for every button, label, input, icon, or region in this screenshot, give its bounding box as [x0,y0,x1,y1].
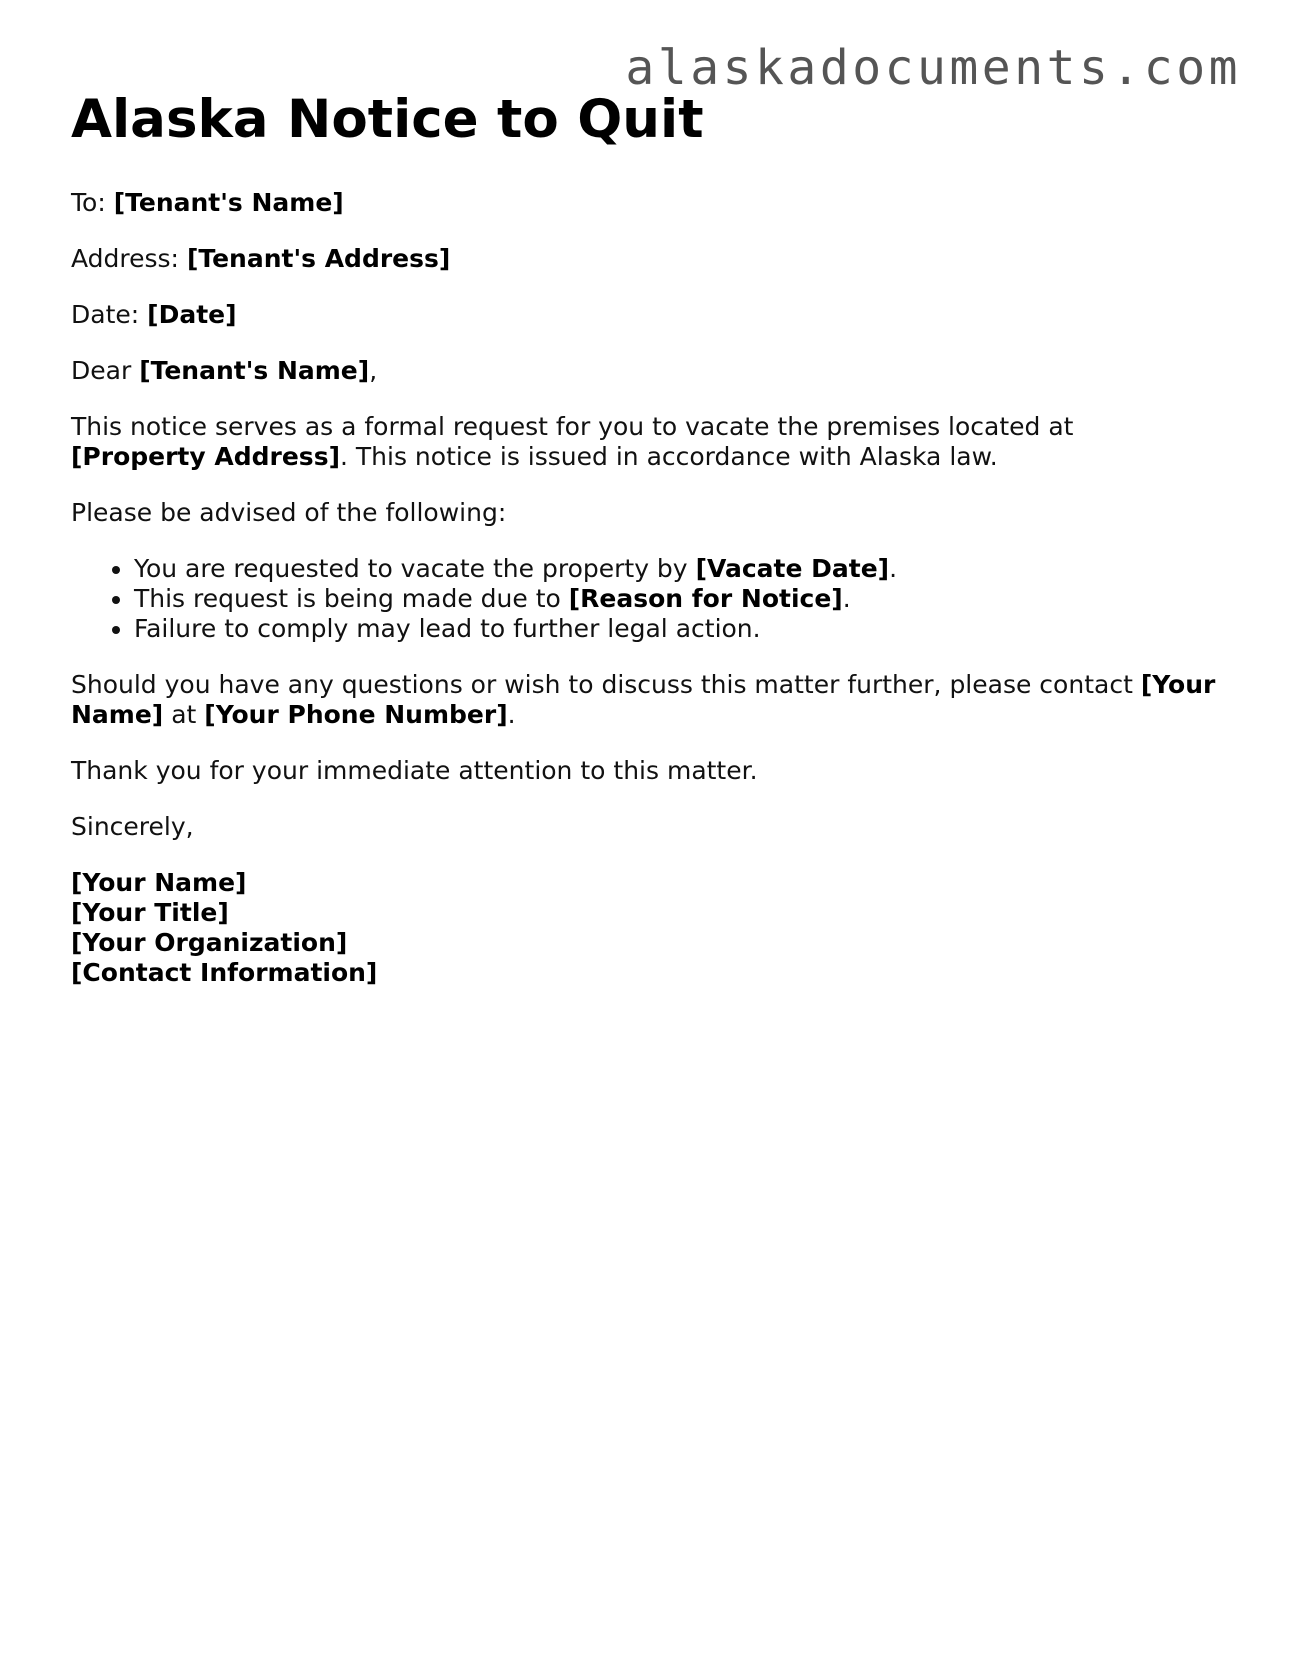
contact-at: at [171,700,197,729]
tenant-name-placeholder: [Tenant's Name] [113,188,344,217]
signature-contact-info: [Contact Information] [71,958,378,987]
intro-paragraph [71,412,1231,472]
contact-text: Should you have any questions or wish to discuss this matter further, please contact [71,670,1133,699]
tenant-address-placeholder: [Tenant's Address] [186,244,451,273]
signature-title: [Your Title] [71,898,229,927]
date-placeholder: [Date] [147,300,237,329]
salutation-name-placeholder: [Tenant's Name] [139,356,370,385]
property-address-placeholder: [Property Address] [71,442,340,471]
bullet-end: . [889,554,898,583]
address-label: Address: [71,244,179,273]
intro-text: This notice serves as a formal request for you to vacate the premises located at [71,412,1074,441]
vacate-date-placeholder: [Vacate Date] [695,554,890,583]
bullet-end: . [842,584,851,613]
to-line [71,188,1231,218]
date-line [71,300,1231,330]
signature-name: [Your Name] [71,868,247,897]
reason-placeholder: [Reason for Notice] [568,584,843,613]
contact-paragraph [71,670,1231,730]
intro-text-end: . This notice is issued in accordance with Alaska law. [340,442,998,471]
list-item [134,614,1231,644]
address-line [71,244,1231,274]
phone-placeholder: [Your Phone Number] [204,700,508,729]
salutation-prefix: Dear [71,356,132,385]
list-item [134,554,1231,584]
salutation [71,356,1231,386]
notice-list [71,554,1231,644]
signature-block [71,868,1231,988]
list-item [134,584,1231,614]
page-title: Alaska Notice to Quit [71,89,704,150]
to-label: To: [71,188,106,217]
your-name-placeholder: [Your Name] [71,670,1216,729]
contact-end: . [507,700,516,729]
closing-line: Sincerely, [71,812,194,841]
salutation-suffix: , [369,356,378,385]
bullet-text: This request is being made due to [134,584,561,613]
thanks-line: Thank you for your immediate attention to this matter. [71,756,758,785]
bullet-text: Failure to comply may lead to further legal action. [134,614,761,643]
date-label: Date: [71,300,140,329]
watermark: alaskadocuments.com [625,40,1241,96]
document-body [71,88,1231,988]
signature-organization: [Your Organization] [71,928,348,957]
advised-line: Please be advised of the following: [71,498,507,527]
bullet-text: You are requested to vacate the property by [134,554,688,583]
